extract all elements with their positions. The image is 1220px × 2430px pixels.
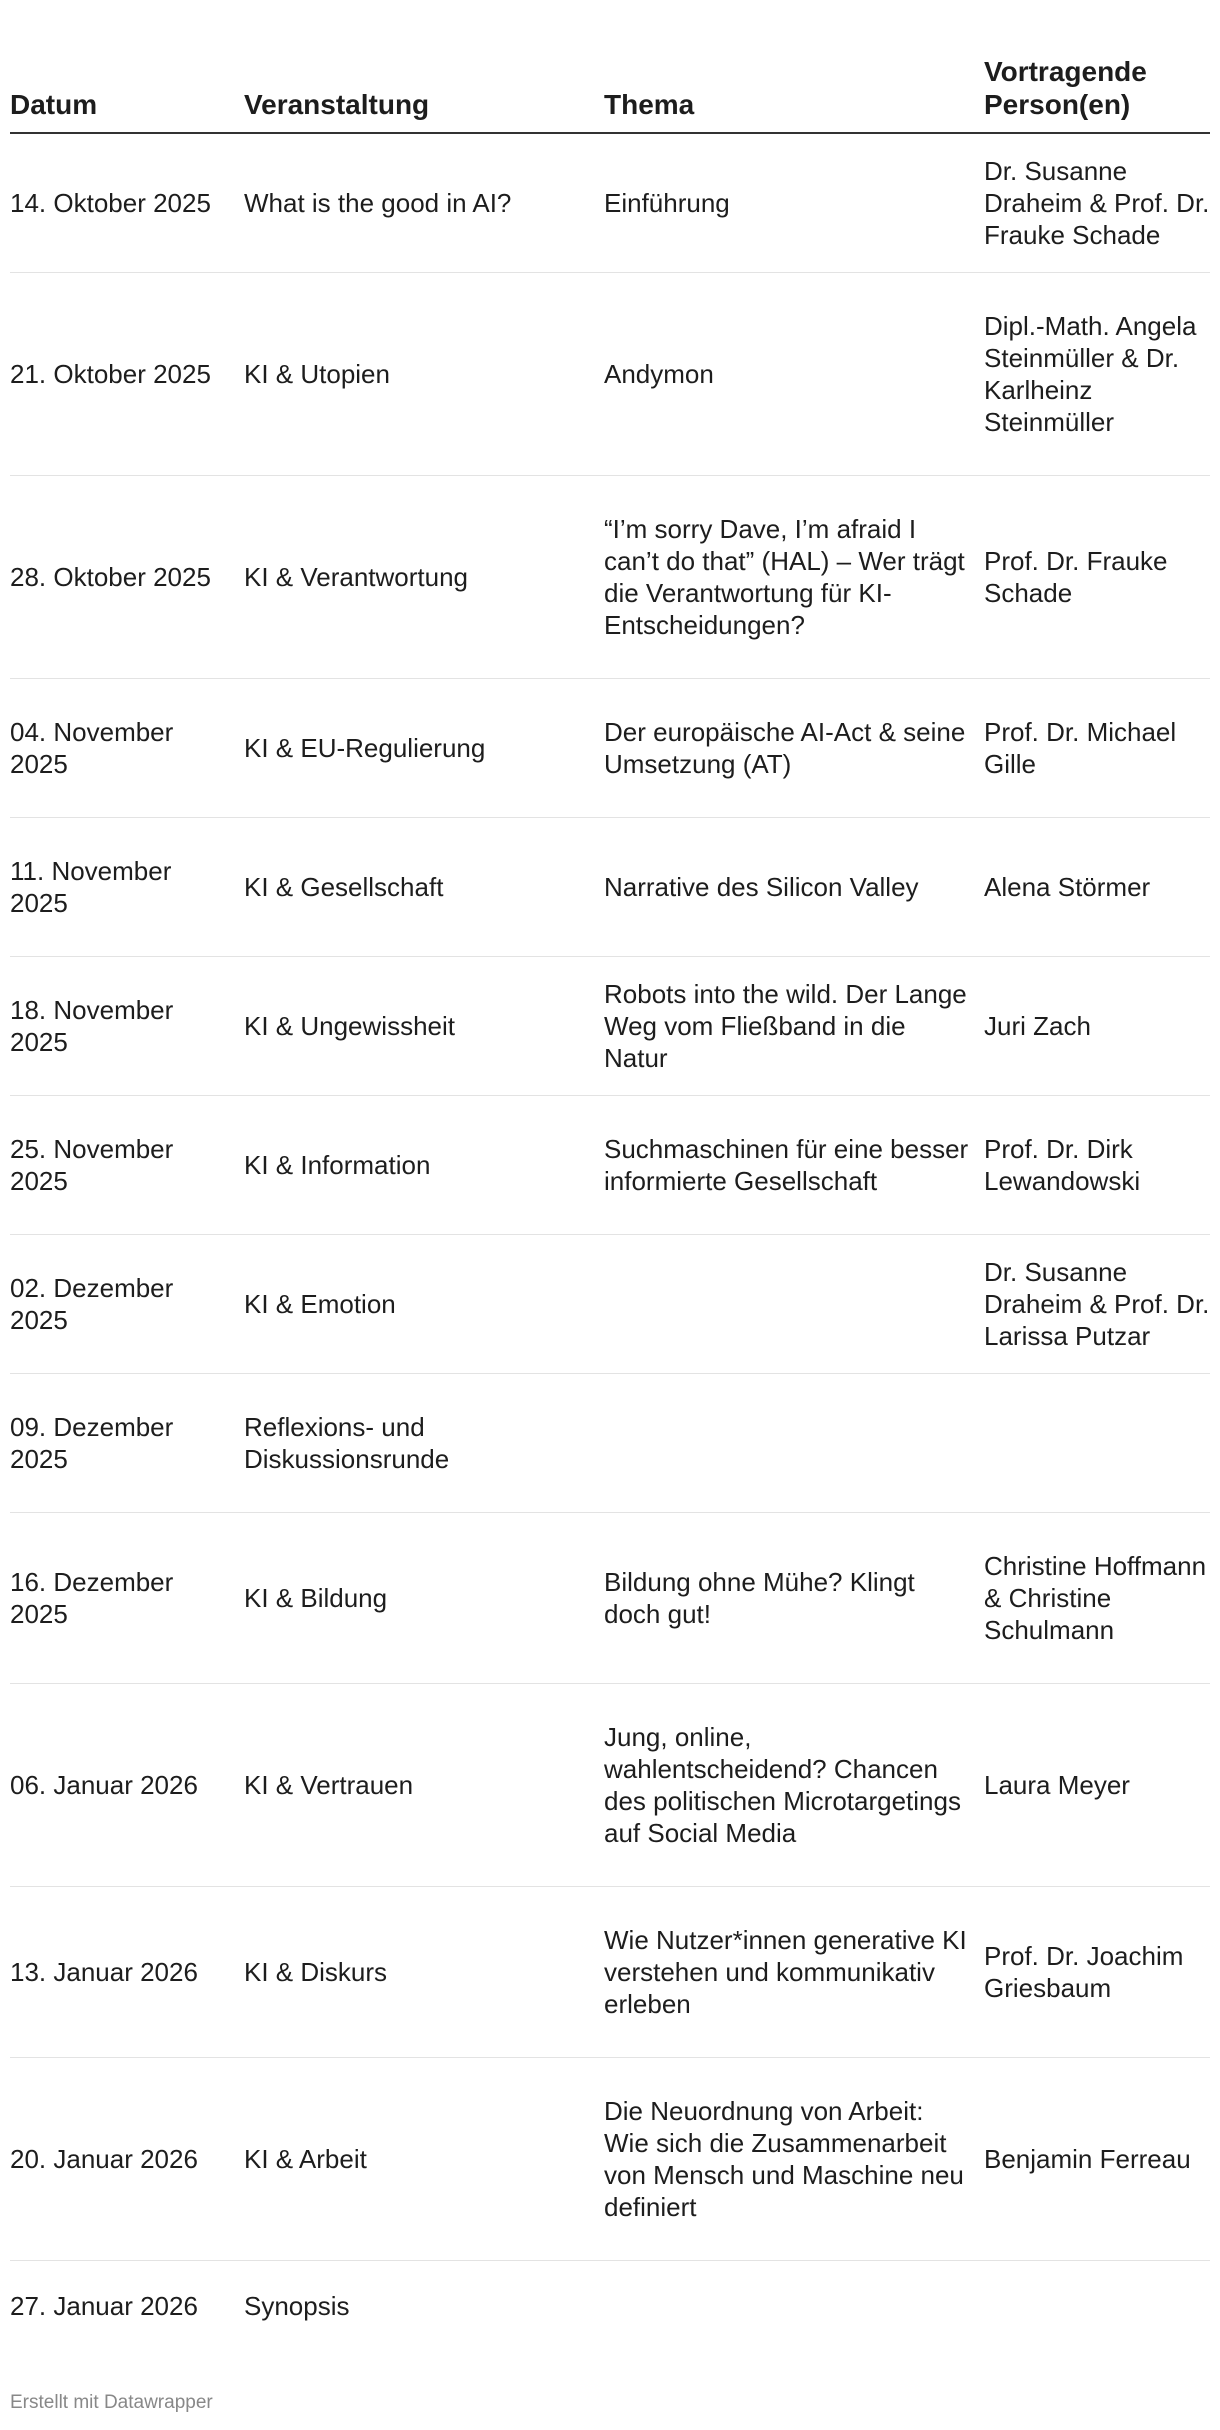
cell-veranstaltung: KI & Gesellschaft xyxy=(244,872,444,902)
cell-person: Dipl.-Math. Angela Steinmüller & Dr. Karlheinz Steinmüller xyxy=(984,311,1197,437)
cell-veranstaltung: KI & Verantwortung xyxy=(244,562,469,592)
cell-veranstaltung: KI & EU-Regulierung xyxy=(244,733,486,763)
header-veranstaltung: Veranstaltung xyxy=(244,89,430,120)
cell-person: Dr. Susanne Draheim & Prof. Dr. Frauke Schade xyxy=(984,156,1210,250)
cell-datum: 25. November 2025 xyxy=(10,1134,174,1196)
cell-veranstaltung: KI & Diskurs xyxy=(244,1957,388,1987)
cell-person: Prof. Dr. Joachim Griesbaum xyxy=(984,1941,1184,2003)
cell-thema: Jung, online, wahlentscheidend? Chancen des politischen Microtargetings auf Social Media xyxy=(604,1722,961,1848)
cell-datum: 06. Januar 2026 xyxy=(10,1770,198,1800)
cell-datum: 20. Januar 2026 xyxy=(10,2144,198,2174)
table-header xyxy=(10,40,1210,134)
cell-veranstaltung: KI & Vertrauen xyxy=(244,1770,414,1800)
header-vortragende: Vortragende Person(en) xyxy=(984,56,1147,120)
cell-thema: Die Neuordnung von Arbeit: Wie sich die Zusammenarbeit von Mensch und Maschine neu definiert xyxy=(604,2096,964,2222)
cell-person: Dr. Susanne Draheim & Prof. Dr. Larissa Putzar xyxy=(984,1257,1210,1351)
table-row xyxy=(10,134,1210,273)
table-row xyxy=(10,2058,1210,2261)
cell-datum: 04. November 2025 xyxy=(10,717,174,779)
table-body xyxy=(10,134,1210,2351)
cell-thema: Der europäische AI-Act & seine Umsetzung (AT) xyxy=(604,717,966,779)
cell-thema: Wie Nutzer*innen generative KI verstehen und kommunikativ erleben xyxy=(604,1925,967,2019)
cell-thema: Robots into the wild. Der Lange Weg vom Fließband in die Natur xyxy=(604,979,967,1073)
cell-datum: 27. Januar 2026 xyxy=(10,2291,198,2321)
cell-thema: Suchmaschinen für eine besser informierte Gesellschaft xyxy=(604,1134,969,1196)
cell-person: Christine Hoffmann & Christine Schulmann xyxy=(984,1551,1207,1645)
table-row xyxy=(10,1374,1210,1513)
cell-person: Alena Störmer xyxy=(984,872,1151,902)
cell-person: Prof. Dr. Frauke Schade xyxy=(984,546,1168,608)
table-row xyxy=(10,273,1210,476)
datawrapper-credit[interactable]: Erstellt mit Datawrapper xyxy=(10,2392,213,2413)
cell-person: Benjamin Ferreau xyxy=(984,2144,1191,2174)
cell-thema: “I’m sorry Dave, I’m afraid I can’t do that” (HAL) – Wer trägt die Verantwortung für KI-Entscheidungen? xyxy=(604,514,965,640)
table-row xyxy=(10,1684,1210,1887)
cell-veranstaltung: KI & Emotion xyxy=(244,1289,396,1319)
cell-datum: 13. Januar 2026 xyxy=(10,1957,198,1987)
table-row xyxy=(10,818,1210,957)
cell-datum: 28. Oktober 2025 xyxy=(10,562,211,592)
cell-thema: Narrative des Silicon Valley xyxy=(604,872,919,902)
cell-person: Laura Meyer xyxy=(984,1770,1130,1800)
cell-veranstaltung: KI & Bildung xyxy=(244,1583,388,1613)
cell-veranstaltung: Synopsis xyxy=(244,2291,350,2321)
cell-veranstaltung: KI & Information xyxy=(244,1150,431,1180)
table-row xyxy=(10,1235,1210,1374)
cell-veranstaltung: KI & Ungewissheit xyxy=(244,1011,455,1041)
header-datum: Datum xyxy=(10,89,98,120)
cell-datum: 02. Dezember 2025 xyxy=(10,1273,174,1335)
cell-datum: 18. November 2025 xyxy=(10,995,174,1057)
cell-thema: Andymon xyxy=(604,359,714,389)
cell-person: Prof. Dr. Dirk Lewandowski xyxy=(984,1134,1141,1196)
table-row xyxy=(10,957,1210,1096)
table-row xyxy=(10,1887,1210,2058)
header-thema: Thema xyxy=(604,89,695,120)
cell-veranstaltung: Reflexions- und Diskussionsrunde xyxy=(244,1412,450,1474)
cell-thema: Bildung ohne Mühe? Klingt doch gut! xyxy=(604,1567,915,1629)
cell-veranstaltung: KI & Arbeit xyxy=(244,2144,367,2174)
cell-datum: 21. Oktober 2025 xyxy=(10,359,211,389)
cell-person: Prof. Dr. Michael Gille xyxy=(984,717,1177,779)
table-row xyxy=(10,1096,1210,1235)
table-row xyxy=(10,1513,1210,1684)
cell-thema: Einführung xyxy=(604,188,730,218)
cell-datum: 11. November 2025 xyxy=(10,856,172,918)
cell-datum: 09. Dezember 2025 xyxy=(10,1412,174,1474)
table-row xyxy=(10,2261,1210,2351)
cell-person: Juri Zach xyxy=(984,1011,1091,1041)
cell-veranstaltung: KI & Utopien xyxy=(244,359,390,389)
schedule-table xyxy=(10,40,1210,2351)
cell-veranstaltung: What is the good in AI? xyxy=(244,188,512,218)
cell-datum: 16. Dezember 2025 xyxy=(10,1567,174,1629)
table-row xyxy=(10,476,1210,679)
cell-datum: 14. Oktober 2025 xyxy=(10,188,211,218)
table-row xyxy=(10,679,1210,818)
